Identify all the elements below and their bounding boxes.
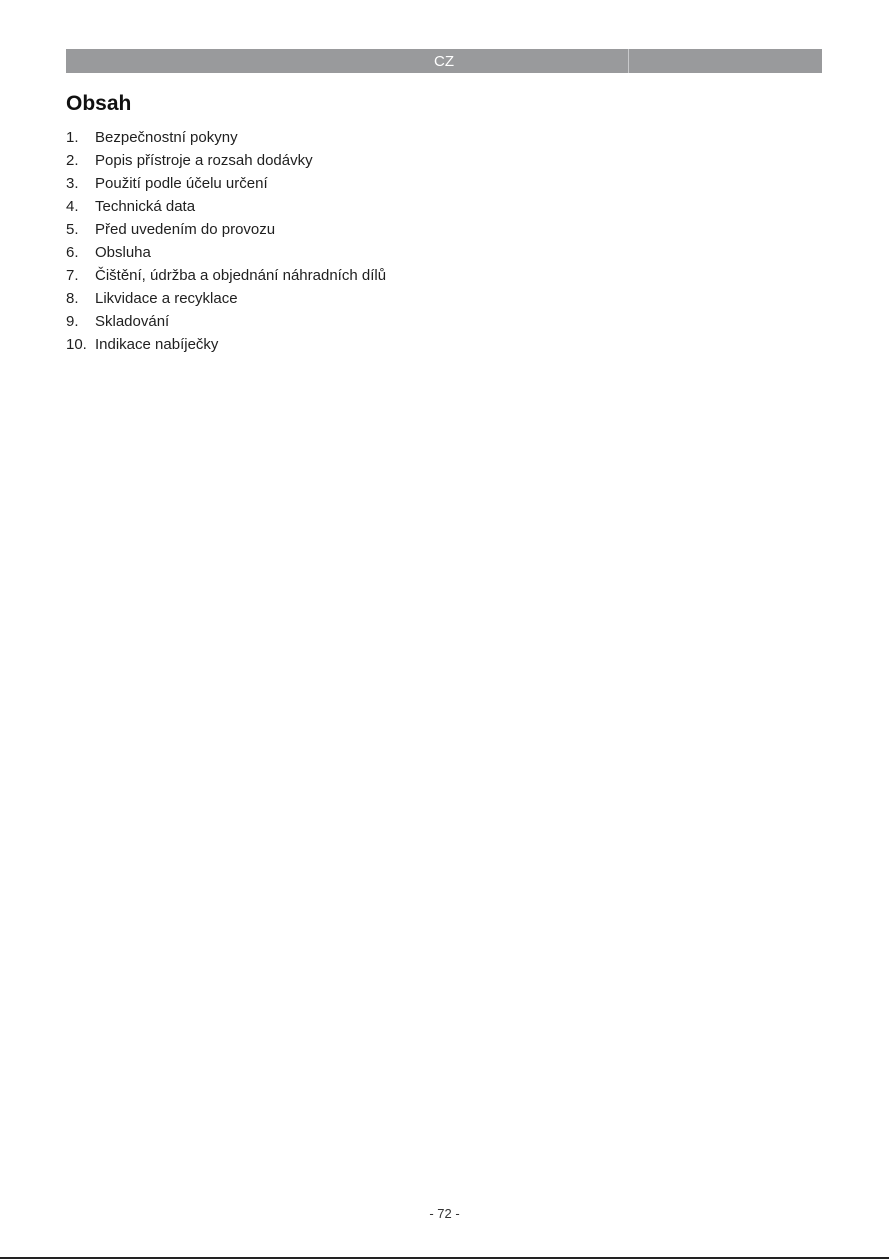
toc-entry-text: Skladování <box>95 313 170 330</box>
toc-entry-text: Obsluha <box>95 244 151 261</box>
toc-item-10 <box>66 333 386 356</box>
language-label: CZ <box>434 53 454 70</box>
toc-entry-text: Před uvedením do provozu <box>95 221 276 238</box>
toc-number: 9. <box>66 313 79 330</box>
toc-entry-text: Použití podle účelu určení <box>95 175 268 192</box>
toc-entry-text: Bezpečnostní pokyny <box>95 129 238 146</box>
toc-entry-text: Likvidace a recyklace <box>95 290 238 307</box>
toc-number: 5. <box>66 221 79 238</box>
toc-item-3 <box>66 172 386 195</box>
toc-number: 1. <box>66 129 79 146</box>
toc-item-2 <box>66 149 386 172</box>
toc-item-6 <box>66 241 386 264</box>
toc-entry-text: Indikace nabíječky <box>95 336 219 353</box>
toc-item-8 <box>66 287 386 310</box>
toc-number: 6. <box>66 244 79 261</box>
toc-entry-text: Technická data <box>95 198 196 215</box>
toc-entry-text: Popis přístroje a rozsah dodávky <box>95 152 313 169</box>
toc-item-7 <box>66 264 386 287</box>
toc-item-9 <box>66 310 386 333</box>
page-number: - 72 - <box>429 1206 460 1221</box>
toc-number: 2. <box>66 152 79 169</box>
table-of-contents <box>66 126 386 356</box>
page-title: Obsah <box>66 92 132 115</box>
toc-number: 7. <box>66 267 79 284</box>
toc-entry-text: Čištění, údržba a objednání náhradních dílů <box>95 267 387 284</box>
toc-number: 3. <box>66 175 79 192</box>
toc-number: 10. <box>66 336 87 353</box>
toc-item-5 <box>66 218 386 241</box>
toc-number: 4. <box>66 198 79 215</box>
toc-item-1 <box>66 126 386 149</box>
language-header-bar <box>66 49 822 73</box>
toc-item-4 <box>66 195 386 218</box>
toc-number: 8. <box>66 290 79 307</box>
